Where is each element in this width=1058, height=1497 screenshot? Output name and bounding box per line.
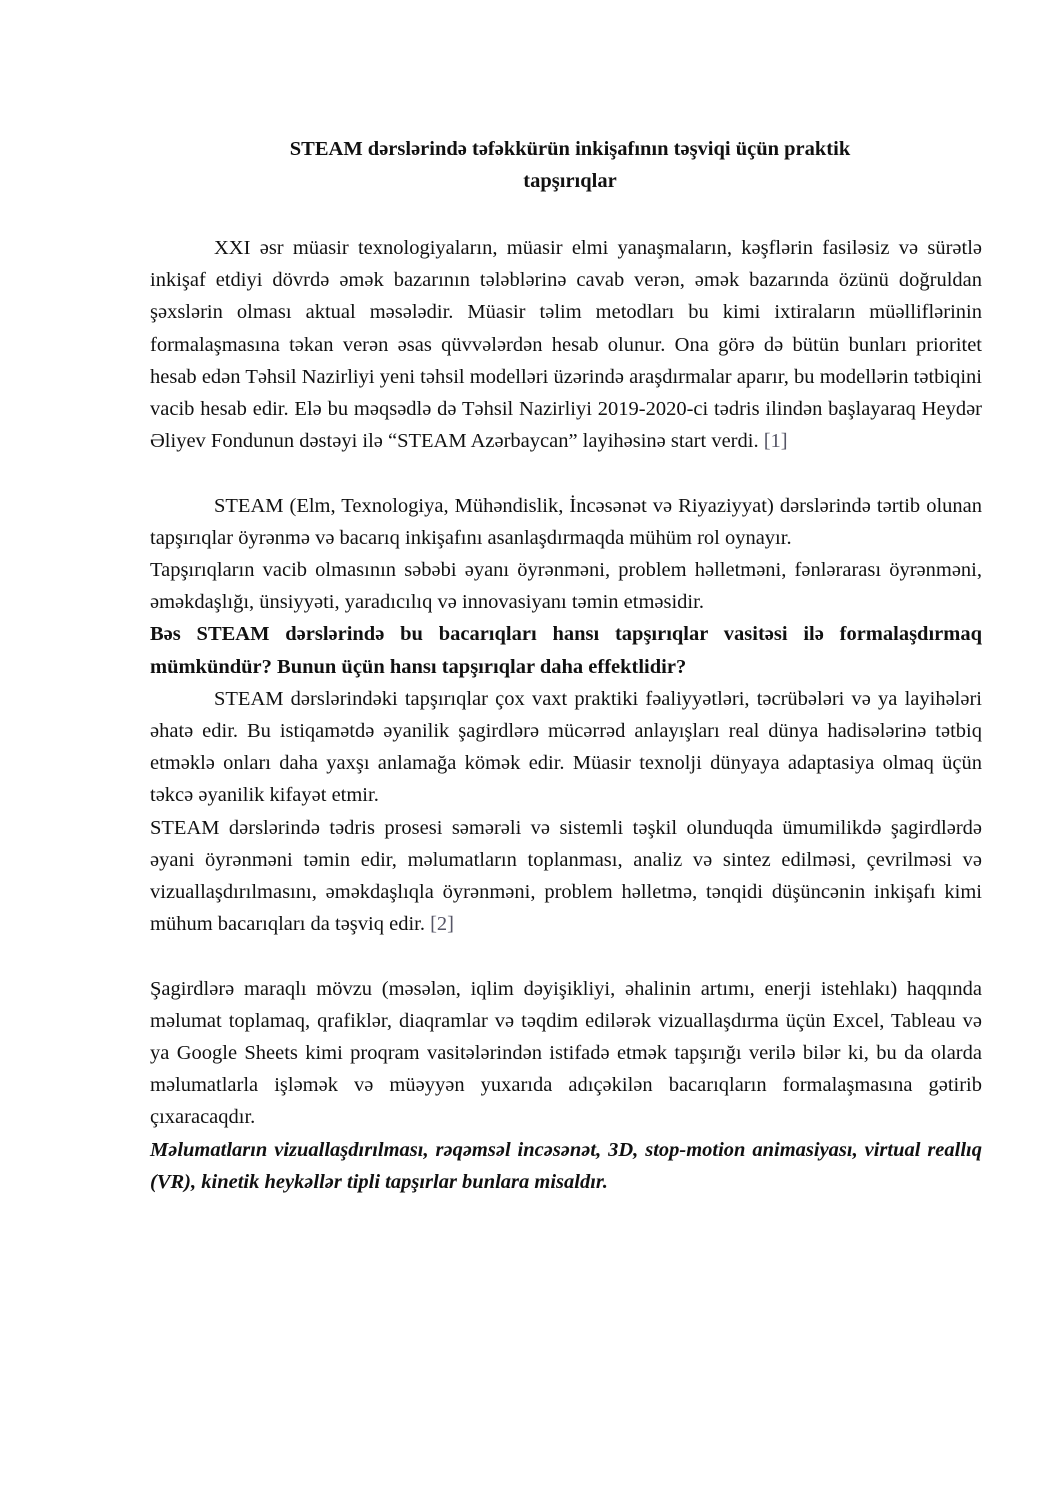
title-line-1: STEAM dərslərində təfəkkürün inkişafının təşviqi üçün praktik bbox=[289, 138, 851, 160]
paragraph-question: Bəs STEAM dərslərində bu bacarıqları hansı tapşırıqlar vasitəsi ilə formalaşdırmaq mümkündür? Bunun üçün hansı tapşırıqlar daha effektlidir? bbox=[150, 623, 982, 678]
document-title bbox=[150, 133, 990, 197]
paragraph-gap bbox=[150, 457, 982, 489]
paragraph-task-importance: Tapşırıqların vacib olmasının səbəbi əyanı öyrənməni, problem həlletməni, fənlərarası öyrənməni, əməkdaşlığı, ünsiyyəti, yaradıcılıq və innovasiyanı təmin etməsidir. bbox=[150, 559, 982, 614]
document-body bbox=[150, 232, 982, 1198]
paragraph-data-visualization-task: Şagirdlərə maraqlı mövzu (məsələn, iqlim dəyişikliyi, əhalinin artımı, enerji istehlakı) haqqında məlumat toplamaq, qrafiklər, diaqramlar və təqdim edilərək vizuallaşdırma üçün Excel, Tableau və ya Google Sheets kimi proqram vasitələrindən istifadə etmək tapşırığı verilə bilər ki, bu da olarda məlumatlarla işləmək və müəyyən yuxarıda adıçəkilən bacarıqların formalaşmasına gətirib çıxaracaqdır. bbox=[150, 977, 982, 1129]
title-line-2: tapşırıqlar bbox=[523, 170, 617, 192]
reference-2: [2] bbox=[430, 913, 454, 936]
paragraph-examples: Məlumatların vizuallaşdırılması, rəqəmsəl incəsənət, 3D, stop-motion animasiyası, virtual reallıq (VR), kinetik heykəllər tipli tapşırlar bunlara misaldır. bbox=[150, 1138, 982, 1193]
paragraph-intro bbox=[150, 232, 982, 457]
paragraph-teaching-process bbox=[150, 812, 982, 941]
paragraph-steam-definition: STEAM (Elm, Texnologiya, Mühəndislik, İncəsənət və Riyaziyyat) dərslərində tərtib olunan tapşırıqlar öyrənmə və bacarıq inkişafını asanlaşdırmaqda mühüm rol oynayır. bbox=[150, 494, 982, 549]
reference-1: [1] bbox=[763, 430, 788, 453]
paragraph-intro-text: XXI əsr müasir texnologiyaların, müasir elmi yanaşmaların, kəşflərin fasiləsiz və sürətlə inkişaf etdiyi dövrdə əmək bazarının tələblərinə cavab verən, əmək bazarında özünü doğruldan şəxslərin olması aktual məsələdir. Müasir təlim metodları bu kimi ixtiraların müəlliflərinin formalaşmasına təkan verən əsas qüvvələrdən hesab olunur. Ona görə də bütün bunları prioritet hesab edən Təhsil Nazirliyi yeni təhsil modelləri üzərində araşdırmalar aparır, bu modellərin tətbiqini vacib hesab edir. Elə bu məqsədlə də Təhsil Nazirliyi 2019-2020-ci tədris ilindən başlayaraq Heydər Əliyev Fondunun dəstəyi ilə “STEAM Azərbaycan” layihəsinə start verdi. bbox=[150, 237, 982, 453]
paragraph-teaching-process-text: STEAM dərslərində tədris prosesi səmərəli və sistemli təşkil olunduqda ümumilikdə şagirdlərdə əyani öyrənməni təmin edir, məlumatların toplanması, analiz və sintez edilməsi, çevrilməsi və vizuallaşdırılmasını, əməkdaşlıqla öyrənməni, problem həlletmə, tənqidi düşüncənin inkişafı kimi mühum bacarıqları da təşviq edir. bbox=[150, 816, 982, 936]
paragraph-practical-tasks: STEAM dərslərindəki tapşırıqlar çox vaxt praktiki fəaliyyətləri, təcrübələri və ya layihələri əhatə edir. Bu istiqamətdə əyanilik şagirdlərə mücərrəd anlayışları real dünya hadisələrinə tətbiq etməklə onları daha yaxşı anlamağa kömək edir. Müasir texnolji dünyaya adaptasiya olmaq üçün təkcə əyanilik kifayət etmir. bbox=[150, 687, 982, 807]
paragraph-gap bbox=[150, 940, 982, 972]
